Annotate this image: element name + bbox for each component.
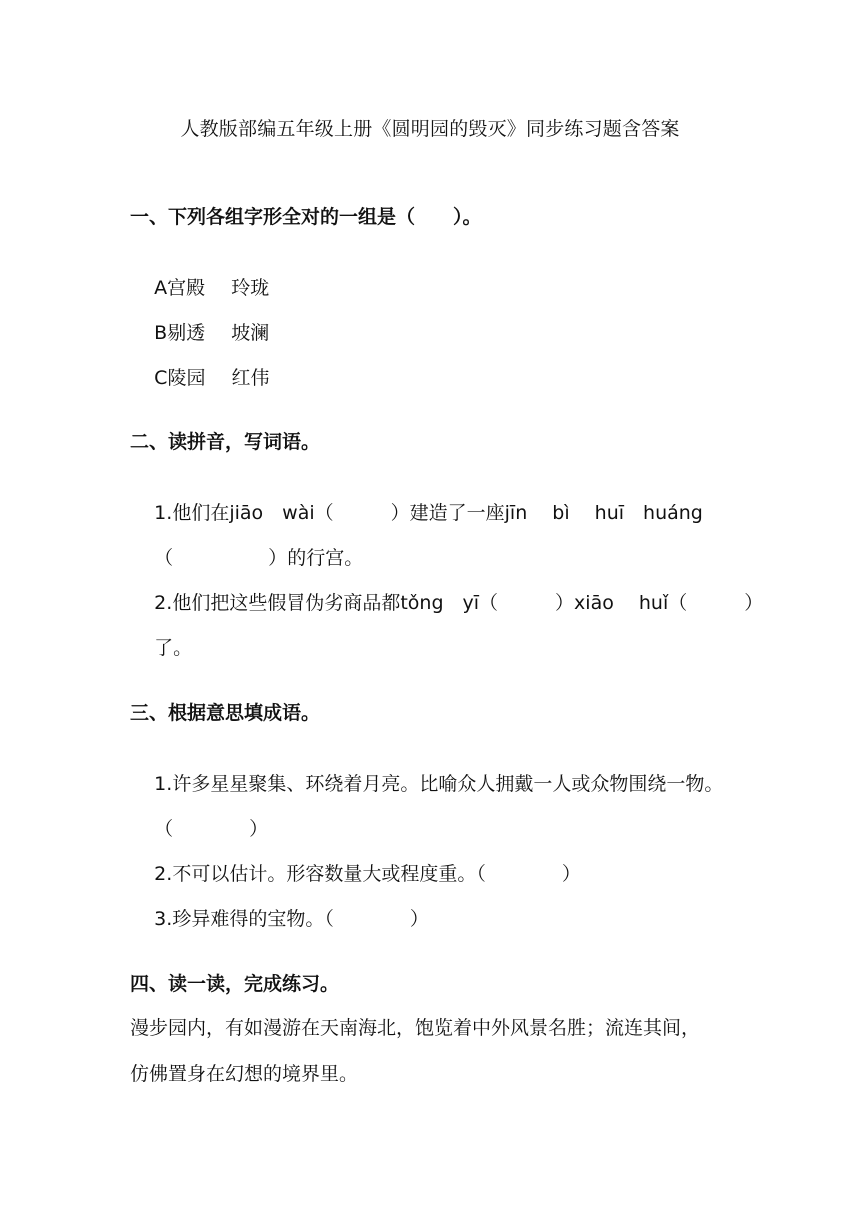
option-c-word2: 红伟 — [231, 367, 270, 389]
section-3-q3 — [130, 880, 429, 958]
question-text: 建造了一座 — [409, 502, 505, 524]
option-b-word2: 坡澜 — [231, 322, 270, 344]
option-c-letter: C — [154, 367, 168, 389]
question-number: 1. — [154, 773, 173, 795]
section-2-q2-line1 — [130, 564, 763, 642]
option-c-word1: 陵园 — [167, 367, 206, 389]
option-a-word2: 玲珑 — [231, 277, 270, 299]
question-number: 1. — [154, 502, 173, 524]
section-3-heading: 三、根据意思填成语。 — [130, 702, 321, 724]
section-2-heading: 二、读拼音，写词语。 — [130, 431, 321, 453]
question-text: 珍异难得的宝物。（ ） — [172, 908, 429, 930]
reading-passage-line-1: 漫步园内，有如漫游在天南海北，饱览着中外风景名胜；流连其间， — [130, 1017, 701, 1039]
answer-blank: （ ） — [154, 547, 288, 569]
question-text: 许多星星聚集、环绕着月亮。比喻众人拥戴一人或众物围绕一物。 — [172, 773, 724, 795]
section-4-heading: 四、读一读，完成练习。 — [130, 973, 340, 995]
section-2-q2-line2 — [130, 609, 192, 687]
pinyin: xiāo huǐ — [574, 592, 669, 614]
pinyin: tǒng yī — [400, 592, 480, 614]
document-title: 人教版部编五年级上册《圆明园的毁灭》同步练习题含答案 — [180, 118, 680, 140]
option-b-word1: 剔透 — [167, 322, 206, 344]
question-text: 他们在 — [172, 502, 230, 524]
answer-blank: （ ） — [668, 592, 764, 614]
answer-blank: （ ） — [154, 818, 269, 840]
question-text: 他们把这些假冒伪劣商品都 — [172, 592, 401, 614]
section-1-heading: 一、下列各组字形全对的一组是（ ）。 — [130, 206, 482, 228]
question-text: 不可以估计。形容数量大或程度重。（ ） — [172, 863, 581, 885]
pinyin: jīn bì huī huáng — [504, 502, 703, 524]
pinyin: jiāo wài — [229, 502, 315, 524]
question-number: 2. — [154, 592, 173, 614]
answer-blank: （ ） — [314, 502, 410, 524]
question-text: 的行宫。 — [287, 547, 364, 569]
option-c — [130, 339, 269, 417]
question-number: 2. — [154, 863, 173, 885]
question-number: 3. — [154, 908, 173, 930]
reading-passage-line-2: 仿佛置身在幻想的境界里。 — [130, 1063, 359, 1085]
answer-blank: （ ） — [479, 592, 575, 614]
option-b-letter: B — [154, 322, 168, 344]
question-text: 了。 — [154, 637, 193, 659]
option-a-letter: A — [154, 277, 168, 299]
option-a-word1: 宫殿 — [167, 277, 206, 299]
